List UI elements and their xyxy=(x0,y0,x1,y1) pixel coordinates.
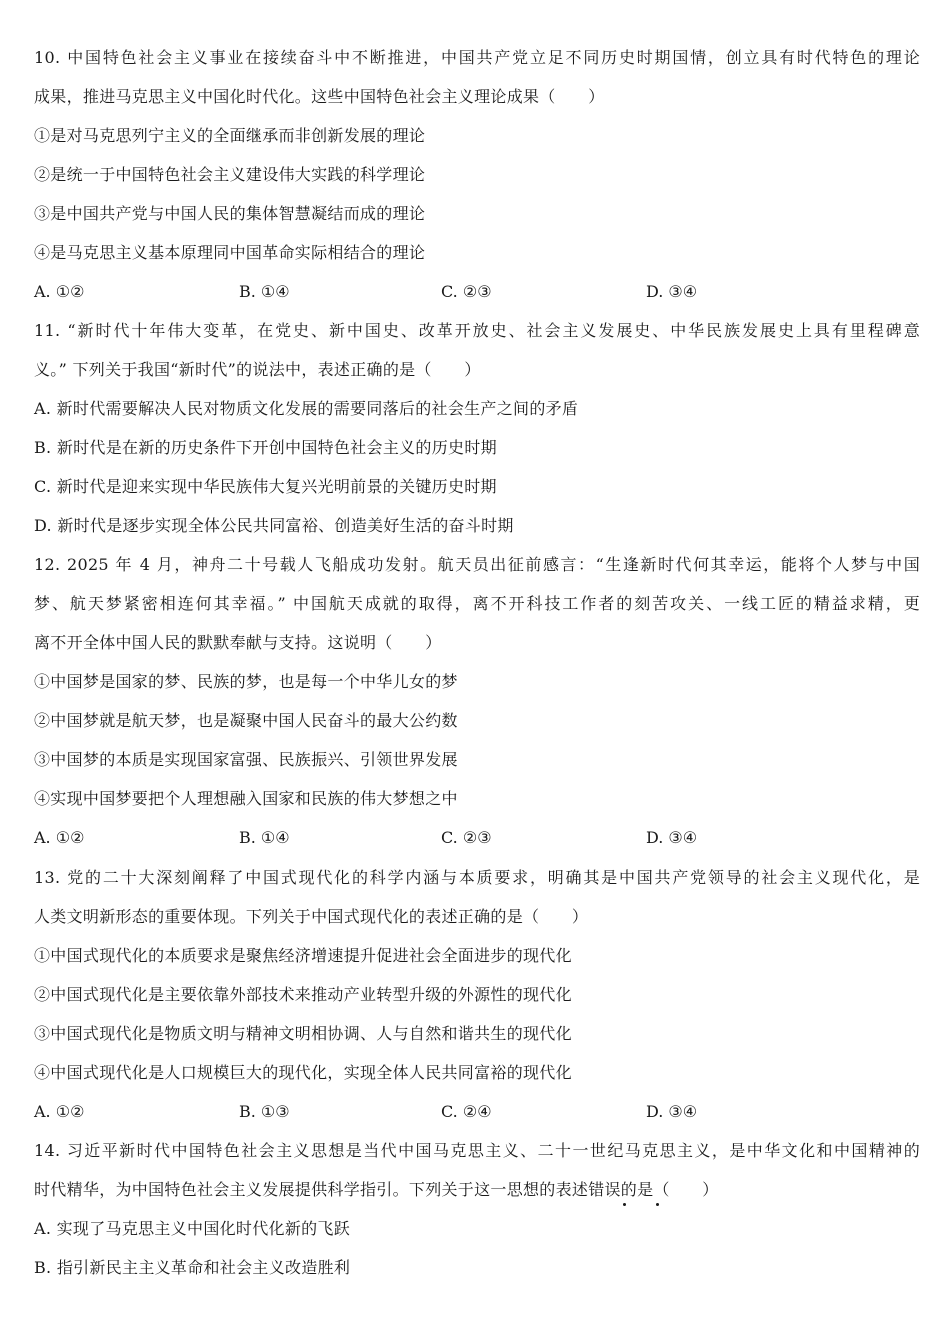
q13-choice-a: A. ①② xyxy=(34,1102,85,1121)
q12-choice-d: D. ③④ xyxy=(646,828,698,847)
q13-item-1: ①中国式现代化的本质要求是聚焦经济增速提升促进社会全面进步的现代化 xyxy=(34,946,572,965)
q13-choices xyxy=(34,1102,914,1122)
q10-choice-b: B. ①④ xyxy=(239,282,290,301)
q10-choice-d: D. ③④ xyxy=(646,282,698,301)
q10-item-2: ②是统一于中国特色社会主义建设伟大实践的科学理论 xyxy=(34,165,426,184)
q13-item-3: ③中国式现代化是物质文明与精神文明相协调、人与自然和谐共生的现代化 xyxy=(34,1024,572,1043)
q10-choice-c: C. ②③ xyxy=(441,282,492,301)
q11-option-b: B. 新时代是在新的历史条件下开创中国特色社会主义的历史时期 xyxy=(34,438,497,457)
q13-item-4: ④中国式现代化是人口规模巨大的现代化，实现全体人民共同富裕的现代化 xyxy=(34,1063,572,1082)
q12-item-3: ③中国梦的本质是实现国家富强、民族振兴、引领世界发展 xyxy=(34,750,458,769)
q12-item-1: ①中国梦是国家的梦、民族的梦，也是每一个中华儿女的梦 xyxy=(34,672,458,691)
q10-stem-line-1: 10. 中国特色社会主义事业在接续奋斗中不断推进，中国共产党立足不同历史时期国情，创立具有时代特色的理论 xyxy=(34,48,920,67)
q11-option-c: C. 新时代是迎来实现中华民族伟大复兴光明前景的关键历史时期 xyxy=(34,477,497,496)
q12-stem-line-1: 12. 2025 年 4 月，神舟二十号载人飞船成功发射。航天员出征前感言：“生逢新时代何其幸运，能将个人梦与中国 xyxy=(34,555,920,574)
q10-item-4: ④是马克思主义基本原理同中国革命实际相结合的理论 xyxy=(34,243,426,262)
q10-choices xyxy=(34,282,914,302)
q13-stem-line-2: 人类文明新形态的重要体现。下列关于中国式现代化的表述正确的是（ ） xyxy=(34,907,589,926)
q10-stem-line-2: 成果，推进马克思主义中国化时代化。这些中国特色社会主义理论成果（ ） xyxy=(34,87,605,106)
emphasis-dot-1 xyxy=(623,1203,626,1206)
q10-item-3: ③是中国共产党与中国人民的集体智慧凝结而成的理论 xyxy=(34,204,426,223)
q11-option-a: A. 新时代需要解决人民对物质文化发展的需要同落后的社会生产之间的矛盾 xyxy=(34,399,579,418)
q13-choice-d: D. ③④ xyxy=(646,1102,698,1121)
q12-item-4: ④实现中国梦要把个人理想融入国家和民族的伟大梦想之中 xyxy=(34,789,458,808)
q12-stem-line-3: 离不开全体中国人民的默默奉献与支持。这说明（ ） xyxy=(34,633,442,652)
q11-option-d: D. 新时代是逐步实现全体公民共同富裕、创造美好生活的奋斗时期 xyxy=(34,516,514,535)
q11-stem-line-1: 11. “新时代十年伟大变革，在党史、新中国史、改革开放史、社会主义发展史、中华民族发展史上具有里程碑意 xyxy=(34,321,920,340)
q13-choice-c: C. ②④ xyxy=(441,1102,492,1121)
q12-item-2: ②中国梦就是航天梦，也是凝聚中国人民奋斗的最大公约数 xyxy=(34,711,458,730)
q13-stem-line-1: 13. 党的二十大深刻阐释了中国式现代化的科学内涵与本质要求，明确其是中国共产党领导的社会主义现代化，是 xyxy=(34,868,920,887)
q14-stem-line-2: 时代精华，为中国特色社会主义发展提供科学指引。下列关于这一思想的表述错误的是（ ） xyxy=(34,1180,719,1199)
q13-choice-b: B. ①③ xyxy=(239,1102,290,1121)
q14-option-b: B. 指引新民主主义革命和社会主义改造胜利 xyxy=(34,1258,351,1277)
q12-choice-a: A. ①② xyxy=(34,828,85,847)
q12-choice-c: C. ②③ xyxy=(441,828,492,847)
q10-item-1: ①是对马克思列宁主义的全面继承而非创新发展的理论 xyxy=(34,126,426,145)
q12-choices xyxy=(34,828,914,848)
q12-choice-b: B. ①④ xyxy=(239,828,290,847)
emphasis-dot-2 xyxy=(656,1203,659,1206)
q11-stem-line-2: 义。” 下列关于我国“新时代”的说法中，表述正确的是（ ） xyxy=(34,360,481,379)
q13-item-2: ②中国式现代化是主要依靠外部技术来推动产业转型升级的外源性的现代化 xyxy=(34,985,572,1004)
q14-option-a: A. 实现了马克思主义中国化时代化新的飞跃 xyxy=(34,1219,351,1238)
q14-stem-line-1: 14. 习近平新时代中国特色社会主义思想是当代中国马克思主义、二十一世纪马克思主义，是中华文化和中国精神的 xyxy=(34,1141,920,1160)
q10-choice-a: A. ①② xyxy=(34,282,85,301)
q12-stem-line-2: 梦、航天梦紧密相连何其幸福。” 中国航天成就的取得，离不开科技工作者的刻苦攻关、一线工匠的精益求精，更 xyxy=(34,594,920,613)
